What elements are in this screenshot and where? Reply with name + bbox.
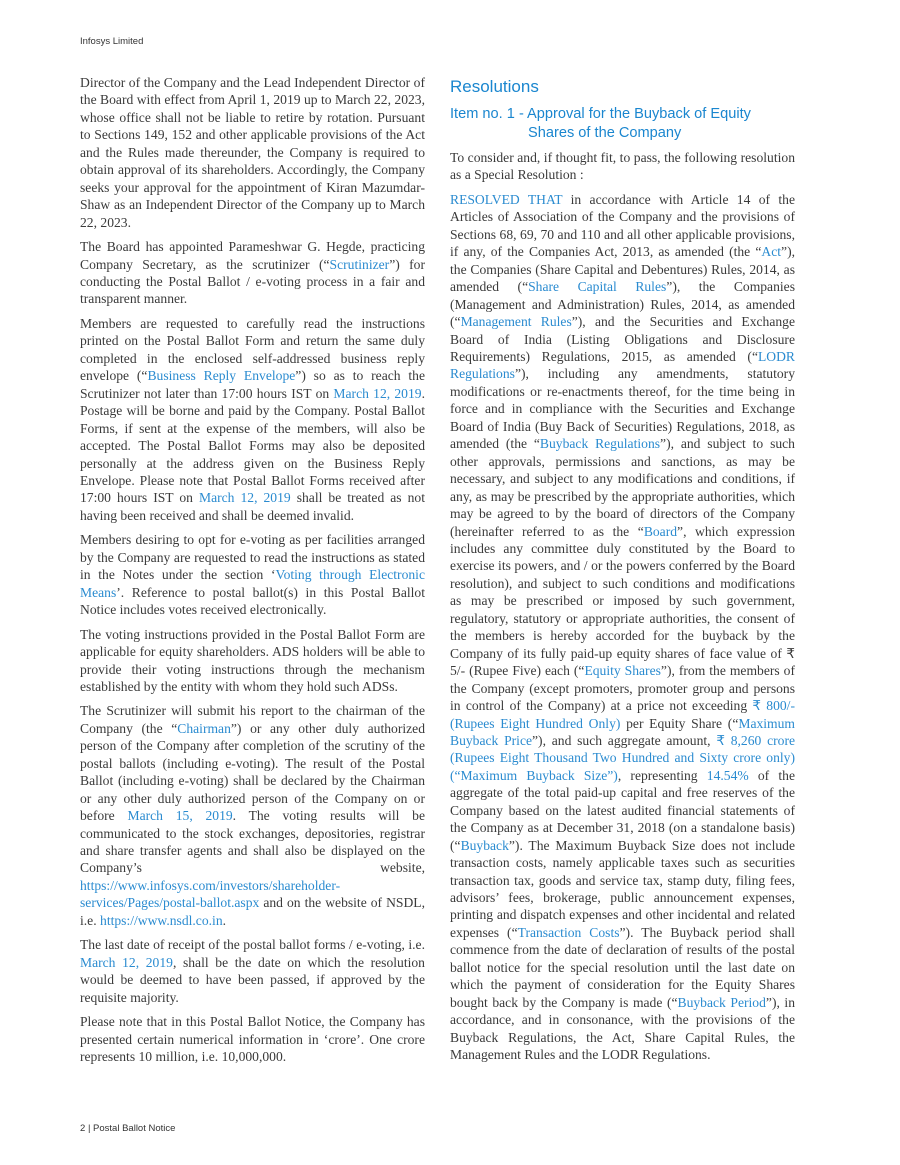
highlighted-term: March 15, 2019 [127, 808, 233, 824]
item-title [450, 105, 795, 143]
paragraph [80, 238, 425, 308]
highlighted-term: ₹ 8,260 crore (Rupees Eight Thousand Two Hundred and Sixty crore only)(“Maximum Buyback Size”) [450, 732, 795, 783]
highlighted-term: Management Rules [460, 314, 572, 330]
footer-doc-title: Postal Ballot Notice [93, 1123, 176, 1134]
text-run: Members desiring to opt for e-voting as per facilities arranged by the Company are requested to read the instructions as stated in the Notes under the section ‘ [80, 532, 425, 583]
text-run: ”, which expression includes any committee duly constituted by the Board to exercise its powers, and / or the powers conferred by the Board resolution), and subject to such conditions and modifications as may be prescribed or imposed by such government, regulatory, statutory or appropriate authorities, the consent of the members is hereby accorded for the buyback by the Company of its fully paid-up equity shares of face value of ₹ 5/- (Rupee Five) each (“ [450, 523, 795, 679]
highlighted-term: Act [761, 244, 782, 260]
text-run: ”), the Companies (Management and Administration) Rules, 2014, as amended (“ [450, 279, 795, 330]
text-run: ”) for conducting the Postal Ballot / e-voting process in a fair and transparent manner. [80, 256, 425, 307]
highlighted-term: March 12, 2019 [199, 490, 291, 506]
highlighted-term: Maximum Buyback Price [450, 715, 795, 748]
text-run: The Board has appointed Parameshwar G. Hegde, practicing Company Secretary, as the scrutinizer (“ [80, 239, 425, 272]
text-run: ”), including any amendments, statutory modifications or re-enactments thereof, for the time being in force and in compliance with the Securities and Exchange Board of India (Buy Back of Securities) Regulations, 2018, as amended (the “ [450, 366, 795, 452]
text-run: per Equity Share (“ [620, 715, 739, 731]
page-footer [80, 1123, 175, 1134]
text-run: . The voting results will be communicated to the stock exchanges, depositories, registrar and share transfer agents and shall also be displayed on the Company’s website, [80, 808, 425, 876]
highlighted-term: March 12, 2019 [80, 954, 173, 970]
highlighted-term: 14.54% [706, 767, 749, 783]
paragraph [80, 74, 425, 231]
text-run: ”) or any other duly authorized person of the Company after completion of the scrutiny of the postal ballots (including e-voting). The result of the Postal Ballot (including e-voting) shall be declared by the Chairman or any other duly authorized person of the Company on or before [80, 720, 425, 824]
item-title-line2: Shares of the Company [528, 125, 682, 141]
text-run: ”) so as to reach the Scrutinizer not later than 17:00 hours IST on [80, 368, 425, 401]
highlighted-term: March 12, 2019 [333, 385, 422, 401]
text-run: The last date of receipt of the postal ballot forms / e-voting, i.e. [80, 937, 425, 953]
highlighted-term: Voting through Electronic Means [80, 567, 425, 600]
highlighted-term: Share Capital Rules [528, 279, 667, 295]
text-run: ”), in accordance, and in consonance, with the provisions of the Buyback Regulations, the Act, Share Capital Rules, the Management Rules and the LODR Regulations. [450, 994, 796, 1063]
text-run: ”), the Companies (Share Capital and Debentures) Rules, 2014, as amended (“ [450, 244, 795, 295]
paragraph [450, 191, 795, 1064]
paragraph [80, 1013, 425, 1065]
right-column [450, 74, 795, 1071]
text-run: The voting instructions provided in the Postal Ballot Form are applicable for equity shareholders. ADS holders will be able to provide their voting instructions through the mechanism established by the entity with whom they hold such ADSs. [80, 626, 425, 694]
text-run: ”). The Buyback period shall commence from the date of declaration of results of the postal ballot notice for the special resolution until the last date on which the payment of consideration for the Equity Shares bought back by the Company is made (“ [450, 924, 796, 1010]
highlighted-term: LODR Regulations [450, 348, 795, 382]
running-header: Infosys Limited [80, 36, 144, 47]
text-run: ”), and the Securities and Exchange Board of India (Listing Obligations and Disclosure Requirements) Regulations, 2015, as amended (“ [450, 314, 796, 364]
text-run: To consider and, if thought fit, to pass, the following resolution as a Special Resolution : [450, 150, 795, 183]
highlighted-term: RESOLVED THAT [450, 191, 563, 207]
page-number: 2 [80, 1123, 86, 1134]
paragraph [80, 315, 425, 524]
highlighted-term: Transaction Costs [517, 924, 620, 940]
highlighted-term: Buyback Regulations [539, 436, 661, 452]
paragraph [80, 626, 425, 696]
text-run: and on the website of NSDL, i.e. [80, 895, 425, 928]
text-run: The Scrutinizer will submit his report to the chairman of the Company (the “ [80, 703, 425, 736]
paragraph [450, 149, 795, 184]
highlighted-term[interactable]: https://www.nsdl.co.in [100, 912, 223, 928]
paragraph [80, 936, 425, 1006]
item-title-line1: Item no. 1 - Approval for the Buyback of Equity [450, 106, 751, 122]
text-run: ”). The Maximum Buyback Size does not include transaction costs, namely applicable taxes such as securities transaction tax, goods and service tax, stamp duty, filing fees, advisors’ fees, brokerage, public announcement expenses, printing and dispatch expenses and other incidental and related expenses (“ [450, 837, 795, 940]
text-run: ’. Reference to postal ballot(s) in this Postal Ballot Notice includes votes received electronically. [80, 584, 425, 618]
highlighted-term: Scrutinizer [329, 256, 390, 272]
highlighted-term: Buyback [460, 837, 509, 853]
text-run: , shall be the date on which the resolution would be deemed to have been passed, if approved by the requisite majority. [80, 954, 425, 1005]
text-run: . Postage will be borne and paid by the Company. Postal Ballot Forms, if sent at the expense of the members, will also be accepted. The Postal Ballot Forms may also be deposited personally at the address given on the Business Reply Envelope. Please note that Postal Ballot Forms received after 17:00 hours IST on [80, 385, 425, 506]
highlighted-term: Business Reply Envelope [147, 368, 296, 384]
section-title: Resolutions [450, 77, 539, 96]
paragraph [80, 531, 425, 618]
highlighted-term: Chairman [177, 720, 231, 736]
text-run: Director of the Company and the Lead Independent Director of the Board with effect from April 1, 2019 up to March 22, 2023, whose office shall not be liable to retire by rotation. Pursuant to Sections 149, 152 and other applicable provisions of the Act and the Rules made thereunder, the Company is required to obtain approval of its shareholders. Accordingly, the Company seeks your approval for the appointment of Kiran Mazumdar-Shaw as an Independent Director of the Company up to March 22, 2023. [80, 75, 425, 230]
highlighted-term: Buyback Period [677, 994, 766, 1010]
highlighted-term: Board [643, 523, 678, 539]
text-run: ”), from the members of the Company (except promoters, promoter group and persons in control of the Company) at a price not exceeding [450, 663, 795, 714]
left-column [80, 74, 425, 1072]
text-run: ”), and subject to such other approvals, permissions and sanctions, as may be necessary, and subject to any modifications and conditions, if any, as may be prescribed by the appropriate authorities, which may be agreed to by the board of directors of the Company (hereinafter referred to as the “ [450, 436, 795, 539]
footer-separator: | [87, 1123, 91, 1134]
paragraph [80, 702, 425, 929]
text-run: ”), and such aggregate amount, [532, 732, 717, 748]
highlighted-term: Equity Shares [584, 663, 661, 679]
text-run: of the aggregate of the total paid-up capital and free reserves of the Company based on the latest audited financial statements of the Company as at December 31, 2018 (on a standalone basis) (“ [450, 767, 795, 853]
text-run: shall be treated as not having been received and shall be deemed invalid. [80, 490, 425, 523]
text-run: in accordance with Article 14 of the Articles of Association of the Company and the provisions of Sections 68, 69, 70 and 110 and all other applicable provisions, if any, of the Companies Act, 2013, as amended (the “ [450, 191, 795, 260]
text-run: . [222, 912, 227, 928]
text-run: , representing [617, 767, 707, 783]
highlighted-term[interactable]: https://www.infosys.com/investors/shareholder-services/Pages/postal-ballot.aspx [80, 877, 341, 911]
highlighted-term: ₹ 800/- (Rupees Eight Hundred Only) [450, 698, 795, 731]
text-run: Members are requested to carefully read the instructions printed on the Postal Ballot Form and return the same duly completed in the enclosed self-addressed business reply envelope (“ [80, 315, 425, 384]
text-run: Please note that in this Postal Ballot Notice, the Company has presented certain numerical information in ‘crore’. One crore represents 10 million, i.e. 10,000,000. [80, 1014, 425, 1065]
